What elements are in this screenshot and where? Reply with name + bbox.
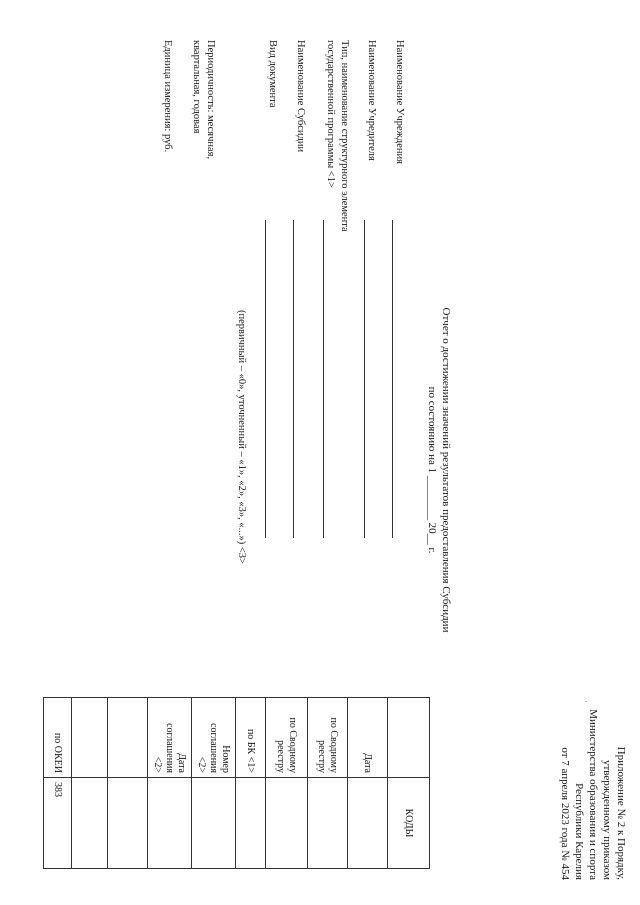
code-value-cell bbox=[236, 778, 266, 869]
header-line: Министерства образования и спорта bbox=[587, 709, 599, 880]
code-value-cell bbox=[266, 778, 308, 869]
subsidy-label: Наименование Субсидии bbox=[295, 40, 306, 153]
codes-header: КОДЫ bbox=[388, 778, 430, 869]
header-line: утвержденному приказом bbox=[601, 759, 613, 880]
program-type-label-2: государственной программы <1> bbox=[325, 40, 336, 188]
code-value-cell bbox=[148, 778, 192, 869]
doc-type-note: (первичный – «0», уточненный – «1», «2», «3», «...») <3> bbox=[236, 310, 247, 564]
title-line-1: Отчет о достижении значений результатов предоставления Субсидии bbox=[440, 307, 452, 633]
code-row-label bbox=[108, 698, 148, 778]
periodicity-label-1: Периодичность: месячная, bbox=[205, 40, 216, 160]
code-row-label bbox=[72, 698, 108, 778]
code-value-cell bbox=[72, 778, 108, 869]
institution-line bbox=[392, 220, 393, 538]
periodicity-label-2: квартальная, годовая bbox=[191, 40, 202, 134]
code-value-cell bbox=[108, 778, 148, 869]
header-line: Республики Карелия bbox=[573, 783, 585, 880]
title-line-2: по состоянию на 1 ________ 20__ г. bbox=[426, 386, 438, 554]
code-row-label: по ОКЕИ bbox=[44, 698, 72, 778]
code-value-cell bbox=[192, 778, 236, 869]
code-row-label: Дата соглашения <2> bbox=[148, 698, 192, 778]
program-type-label-1: Тип, наименование структурного элемента bbox=[339, 40, 350, 232]
stray-dot: · bbox=[581, 700, 590, 703]
program-type-line bbox=[323, 220, 324, 538]
okei-code: 383 bbox=[44, 778, 72, 869]
appendix-header bbox=[558, 640, 628, 880]
founder-label: Наименование Учредителя bbox=[366, 40, 377, 161]
founder-line bbox=[364, 220, 365, 538]
code-row-label: по Сводному реестру bbox=[308, 698, 348, 778]
code-row-label: Дата bbox=[348, 698, 388, 778]
code-row-label: Номер соглашения <2> bbox=[192, 698, 236, 778]
subsidy-line bbox=[293, 220, 294, 538]
code-value-cell bbox=[348, 778, 388, 869]
codes-table bbox=[44, 697, 430, 868]
doc-type-label: Вид документа bbox=[267, 40, 278, 108]
institution-label: Наименование Учреждения bbox=[394, 40, 405, 164]
unit-label: Единица измерения: руб. bbox=[162, 40, 173, 153]
report-title bbox=[425, 210, 453, 730]
code-row-label: по Сводному реестру bbox=[266, 698, 308, 778]
code-row-label: по БК <1> bbox=[236, 698, 266, 778]
doc-type-line bbox=[265, 220, 266, 538]
code-value-cell bbox=[308, 778, 348, 869]
header-line: Приложение № 2 к Порядку, bbox=[615, 746, 627, 880]
header-line: от 7 апреля 2023 года № 454 bbox=[559, 747, 571, 880]
